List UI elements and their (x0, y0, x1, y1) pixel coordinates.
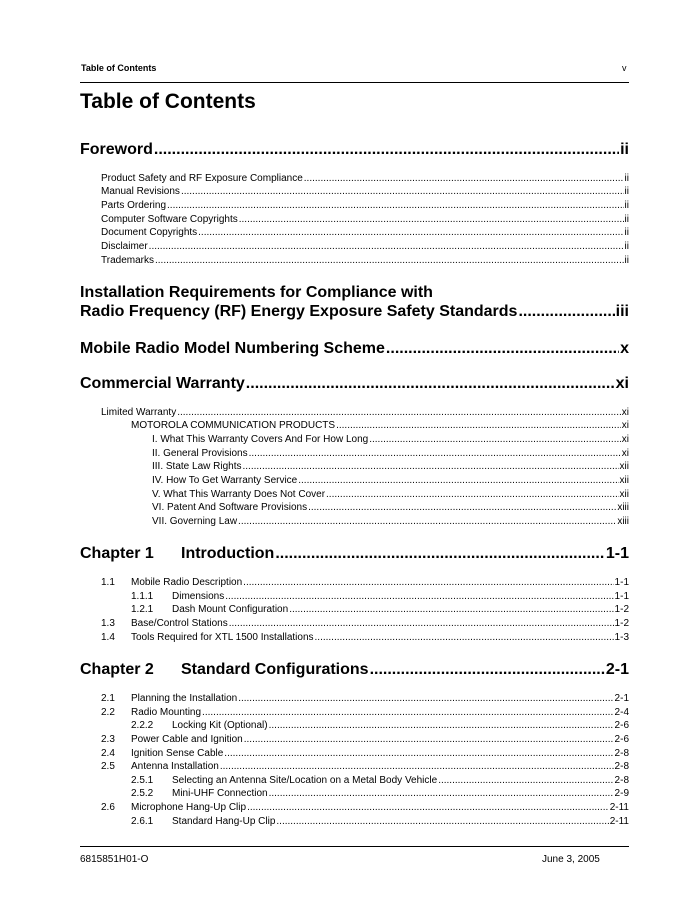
footer-date: June 3, 2005 (542, 854, 600, 865)
toc-entry-warranty[interactable]: Commercial Warranty ..... xi (80, 375, 629, 393)
toc-entry[interactable]: 2.6 Microphone Hang-Up Clip ..... 2-11 (101, 802, 629, 813)
running-header-page: v (622, 63, 627, 73)
toc-entry-numbering[interactable]: Mobile Radio Model Numbering Scheme ..... x (80, 340, 629, 358)
toc-entry[interactable]: V. What This Warranty Does Not Cover ..... xii (152, 489, 629, 500)
running-header-title: Table of Contents (81, 63, 157, 73)
toc-entry[interactable]: 2.1 Planning the Installation ..... 2-1 (101, 693, 629, 704)
toc-entry-installation[interactable]: Radio Frequency (RF) Energy Exposure Safety Standards ..... iii (80, 303, 629, 321)
toc-entry-chapter-1[interactable]: Chapter 1 Introduction ..... 1-1 (80, 545, 629, 563)
toc-entry[interactable]: Document Copyrights ..... ii (101, 227, 629, 238)
toc-entry[interactable]: II. General Provisions ..... xi (152, 448, 629, 459)
toc-entry[interactable]: 2.5.1 Selecting an Antenna Site/Location on a Metal Body Vehicle ..... 2-8 (131, 775, 629, 786)
toc-entry[interactable]: VII. Governing Law ..... xiii (152, 516, 629, 527)
toc-entry-installation-line1: Installation Requirements for Compliance with (80, 284, 433, 301)
toc-entry[interactable]: III. State Law Rights ..... xii (152, 461, 629, 472)
toc-entry[interactable]: 1.3 Base/Control Stations ..... 1-2 (101, 618, 629, 629)
page-title: Table of Contents (80, 90, 256, 113)
footer-doc-number: 6815851H01-O (80, 854, 149, 865)
toc-entry[interactable]: 2.4 Ignition Sense Cable ..... 2-8 (101, 748, 629, 759)
toc-entry[interactable]: Manual Revisions ..... ii (101, 186, 629, 197)
toc-entry[interactable]: 1.2.1 Dash Mount Configuration ..... 1-2 (131, 604, 629, 615)
toc-entry-chapter-2[interactable]: Chapter 2 Standard Configurations ..... 2-1 (80, 661, 629, 679)
toc-entry[interactable]: 2.2 Radio Mounting ..... 2-4 (101, 707, 629, 718)
toc-entry-foreword[interactable] (80, 141, 629, 159)
toc-entry[interactable]: 1.4 Tools Required for XTL 1500 Installations ..... 1-3 (101, 632, 629, 643)
toc-entry[interactable]: Trademarks ..... ii (101, 255, 629, 266)
toc-entry[interactable]: MOTOROLA COMMUNICATION PRODUCTS ..... xi (131, 420, 629, 431)
toc-entry[interactable]: 2.5.2 Mini-UHF Connection ..... 2-9 (131, 788, 629, 799)
entry-page: ii (620, 141, 629, 158)
toc-entry[interactable]: I. What This Warranty Covers And For How Long ..... xi (152, 434, 629, 445)
toc-entry[interactable]: Parts Ordering ..... ii (101, 200, 629, 211)
toc-entry[interactable]: Product Safety and RF Exposure Compliance ..... ii (101, 173, 629, 184)
toc-entry[interactable]: 1.1.1 Dimensions ..... 1-1 (131, 591, 629, 602)
toc-entry[interactable]: IV. How To Get Warranty Service ..... xii (152, 475, 629, 486)
footer-rule (80, 846, 629, 847)
entry-title: Foreword (80, 141, 153, 158)
toc-entry[interactable]: Disclaimer ..... ii (101, 241, 629, 252)
toc-entry[interactable]: 2.5 Antenna Installation ..... 2-8 (101, 761, 629, 772)
toc-entry[interactable]: 2.6.1 Standard Hang-Up Clip ..... 2-11 (131, 816, 629, 827)
toc-entry[interactable]: 2.3 Power Cable and Ignition ..... 2-6 (101, 734, 629, 745)
toc-entry[interactable]: Limited Warranty ..... xi (101, 407, 629, 418)
toc-entry[interactable]: 1.1 Mobile Radio Description ..... 1-1 (101, 577, 629, 588)
toc-entry[interactable]: VI. Patent And Software Provisions ..... xiii (152, 502, 629, 513)
toc-entry[interactable]: Computer Software Copyrights ..... ii (101, 214, 629, 225)
header-rule (80, 82, 629, 83)
toc-entry[interactable]: 2.2.2 Locking Kit (Optional) ..... 2-6 (131, 720, 629, 731)
